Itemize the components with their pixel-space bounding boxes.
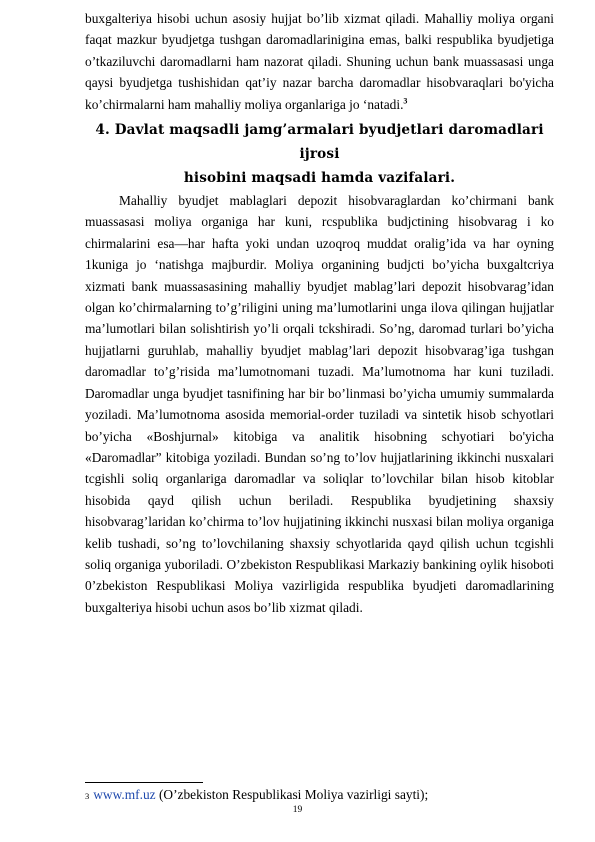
body-paragraph: Mahalliy byudjet mablaglari depozit hisobvaraglardan ko’chirmani bank muassasasi moliya organiga har kuni, rcspublika budjctining hisobvarag i ko chirmalarini esa—har hafta yoki undan uzoqroq muddat oralig’ida va har oyning 1kuniga jo ‘natishga majburdir. Moliya organining budjcti bo’yicha buxgaltcriya xizmati bank muassasasining mahalliy byudjet mablag’lari depozit hisobvarag’idan olgan ko’chirmalarning to’g’riligini uning ma’lumotlarini unga ilova qilingan hujjatlar ma’lumotlari bilan solishtirish yo’li orqali tckshiradi. So’ng, daromad turlari bo’yicha hujjatlarni guruhlab, mahalliy byudjet mablag’lari depozit hisobvarag’iga tushgan daromadlar to’g’risida ma’lumotnomani tuzadi. Ma’lumotnoma har kuni tuziladi. Daromadlar unga byudjet tasnifining har bir bo’linmasi bo’yicha umumiy summalarda yoziladi. Ma’lumotnoma asosida memorial-order tuziladi va sintetik hisob schyotlari bo’yicha «Boshjurnal» kitobiga va analitik hisobning schyotiari bo'yicha «Daromadlar” kitobiga yoziladi. Bundan so’ng to’lov hujjatlarining ikkinchi nusxalari tcgishli soliq organlariga daromadlar va soliqlar to’lovchilar bilan hisob kitoblar hisobida qayd qilish uchun beriladi. Respublika byudjetining shaxsiy hisobvarag’laridan ko’chirma to’lov hujjatining ikkinchi nusxasi bilan moliya organiga kelib tushadi, so’ng to’lovchilaning shaxsiy schyotlarida qayd qilish uchun tcgishli soliq organiga yuboriladi. O’zbekiston Respublikasi Markaziy bankining oylik hisoboti 0’zbekiston Respublikasi Moliya vazirligida respublika byudjeti daromadlarining buxgalteriya hisobi uchun asos bo’lib xizmat qiladi. (85, 193, 554, 615)
section-heading (85, 118, 554, 190)
footnote (85, 787, 555, 804)
intro-paragraph (85, 8, 554, 115)
page-number: 19 (292, 805, 303, 815)
footnote-separator (85, 782, 203, 783)
footnote-number: 3 (85, 791, 90, 801)
section-heading-line-1: 4. Davlat maqsadli jamg’armalari byudjetlari daromadlari ijrosi (95, 122, 544, 163)
footnote-reference[interactable]: 3 (403, 96, 408, 106)
footnote-link[interactable]: www.mf.uz (93, 787, 156, 802)
page-content (85, 8, 554, 618)
section-heading-line-2: hisobini maqsadi hamda vazifalari. (183, 170, 456, 187)
intro-paragraph-text: buxgalteriya hisobi uchun asosiy hujjat bo’lib xizmat qiladi. Mahalliy moliya organi faqat mazkur byudjetga tushgan daromadlarinigina emas, balki respublika byudjetiga o’tkaziluvchi daromadlarni ham nazorat qiladi. Shuning uchun bank muassasasi unga qaysi byudjetga tushishidan qat’iy nazar barcha daromadlar hisobvaraqlari bo'yicha ko’chirmalarni ham mahalliy moliya organlariga jo ‘natadi. (85, 11, 554, 112)
footnote-text: (O’zbekiston Respublikasi Moliya vazirligi sayti); (155, 787, 429, 802)
